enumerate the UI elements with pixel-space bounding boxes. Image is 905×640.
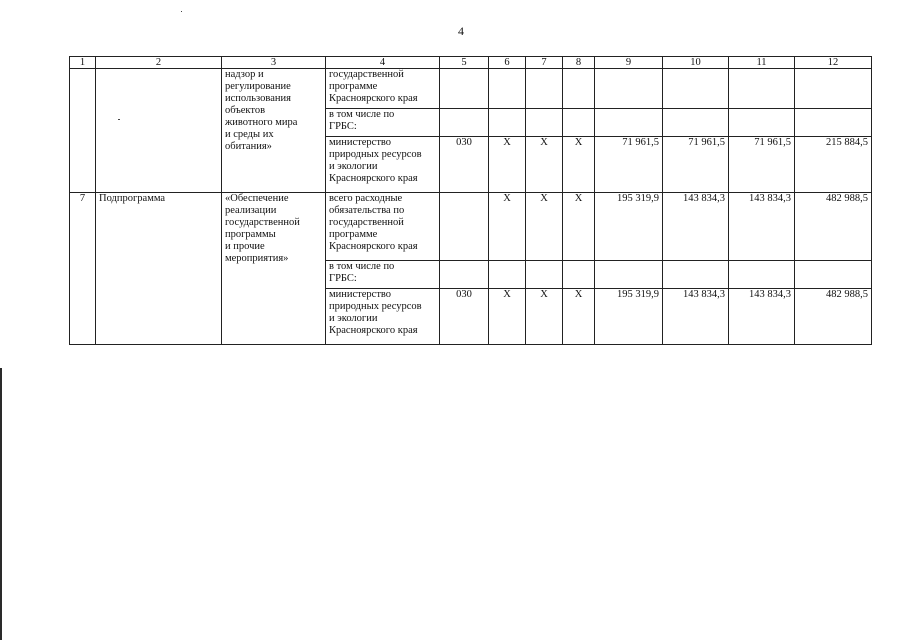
table-cell (526, 109, 563, 137)
row-a-value-11: 71 961,5 (729, 137, 795, 193)
text-line: государственной (329, 69, 404, 80)
text-line: и прочие (225, 241, 265, 252)
row-b-num: 7 (70, 193, 96, 345)
row-a-grbs-code: 030 (440, 137, 489, 193)
header-cell-6: 6 (489, 57, 526, 69)
text-line: в том числе по (329, 109, 395, 120)
table-cell (729, 261, 795, 289)
row-b-value-11: 143 834,3 (729, 193, 795, 261)
table-cell (489, 261, 526, 289)
table-cell (663, 69, 729, 109)
text-line: Красноярского края (329, 93, 418, 104)
row-b-ministry-label (326, 289, 440, 345)
text-line: «Обеспечение (225, 193, 289, 204)
table-cell (440, 193, 489, 261)
table-cell (595, 261, 663, 289)
text-line: животного мира (225, 117, 298, 128)
table-cell (795, 109, 872, 137)
table-cell (795, 69, 872, 109)
page-number: 4 (458, 24, 464, 38)
text-line: ГРБС: (329, 273, 357, 284)
table-cell (489, 69, 526, 109)
table-cell (663, 109, 729, 137)
text-line: регулирование (225, 81, 291, 92)
text-line: и экологии (329, 161, 378, 172)
text-line: министерство (329, 289, 392, 300)
row-b-ministry-value-12: 482 988,5 (795, 289, 872, 345)
header-cell-1: 1 (70, 57, 96, 69)
row-a-value-10: 71 961,5 (663, 137, 729, 193)
text-line: Красноярского края (329, 173, 418, 184)
row-b-ministry-col8: Х (563, 289, 595, 345)
row-b-ministry-col7: Х (526, 289, 563, 345)
table-cell (489, 109, 526, 137)
table-cell (595, 69, 663, 109)
table-cell (729, 109, 795, 137)
text-line: в том числе по (329, 261, 395, 272)
header-cell-8: 8 (563, 57, 595, 69)
header-cell-12: 12 (795, 57, 872, 69)
row-b-program-name (222, 193, 326, 345)
row-b-total-label (326, 193, 440, 261)
text-line: и среды их (225, 129, 274, 140)
scan-edge-line (0, 368, 2, 640)
text-line: обязательства по (329, 205, 405, 216)
header-cell-7: 7 (526, 57, 563, 69)
row-b-grbs-label (326, 261, 440, 289)
table-cell (440, 261, 489, 289)
text-line: использования (225, 93, 291, 104)
table-cell (440, 69, 489, 109)
row-a-grbs-label (326, 109, 440, 137)
table-cell (795, 261, 872, 289)
text-line: министерство (329, 137, 392, 148)
header-cell-5: 5 (440, 57, 489, 69)
row-b-status: Подпрограмма (96, 193, 222, 345)
row-a-col6: Х (489, 137, 526, 193)
row-a-program-name (222, 69, 326, 193)
header-cell-11: 11 (729, 57, 795, 69)
row-b-ministry-col6: Х (489, 289, 526, 345)
text-line: ГРБС: (329, 121, 357, 132)
table-row (70, 69, 872, 109)
table-cell (563, 261, 595, 289)
text-line: всего расходные (329, 193, 403, 204)
header-cell-4: 4 (326, 57, 440, 69)
text-line: государственной (329, 217, 404, 228)
table-cell (526, 261, 563, 289)
row-a-col7: Х (526, 137, 563, 193)
text-line: обитания» (225, 141, 272, 152)
text-line: надзор и (225, 69, 264, 80)
row-b-value-10: 143 834,3 (663, 193, 729, 261)
row-a-total-label (326, 69, 440, 109)
row-b-col8: Х (563, 193, 595, 261)
text-line: мероприятия» (225, 253, 289, 264)
text-line: объектов (225, 105, 266, 116)
text-line: государственной (225, 217, 300, 228)
table-cell (595, 109, 663, 137)
table-cell (440, 109, 489, 137)
row-a-num (70, 69, 96, 193)
table-cell (563, 109, 595, 137)
row-b-col6: Х (489, 193, 526, 261)
row-a-status (96, 69, 222, 193)
table-row (70, 193, 872, 261)
text-line: программы (225, 229, 276, 240)
row-b-grbs-code: 030 (440, 289, 489, 345)
table-cell (526, 69, 563, 109)
row-b-value-12: 482 988,5 (795, 193, 872, 261)
text-line: программе (329, 81, 378, 92)
row-a-value-9: 71 961,5 (595, 137, 663, 193)
row-a-value-12: 215 884,5 (795, 137, 872, 193)
header-cell-9: 9 (595, 57, 663, 69)
row-a-col8: Х (563, 137, 595, 193)
row-a-ministry-label (326, 137, 440, 193)
header-cell-3: 3 (222, 57, 326, 69)
text-line: реализации (225, 205, 277, 216)
text-line: природных ресурсов (329, 149, 422, 160)
row-b-col7: Х (526, 193, 563, 261)
table-cell (663, 261, 729, 289)
table-cell (563, 69, 595, 109)
row-b-value-9: 195 319,9 (595, 193, 663, 261)
text-line: и экологии (329, 313, 378, 324)
text-line: Красноярского края (329, 241, 418, 252)
text-line: программе (329, 229, 378, 240)
row-b-ministry-value-11: 143 834,3 (729, 289, 795, 345)
row-b-ministry-value-10: 143 834,3 (663, 289, 729, 345)
header-cell-2: 2 (96, 57, 222, 69)
header-cell-10: 10 (663, 57, 729, 69)
table-header-row (70, 57, 872, 69)
row-b-ministry-value-9: 195 319,9 (595, 289, 663, 345)
text-line: Красноярского края (329, 325, 418, 336)
budget-table (69, 56, 872, 345)
table-cell (729, 69, 795, 109)
scan-speck (181, 11, 182, 12)
text-line: природных ресурсов (329, 301, 422, 312)
